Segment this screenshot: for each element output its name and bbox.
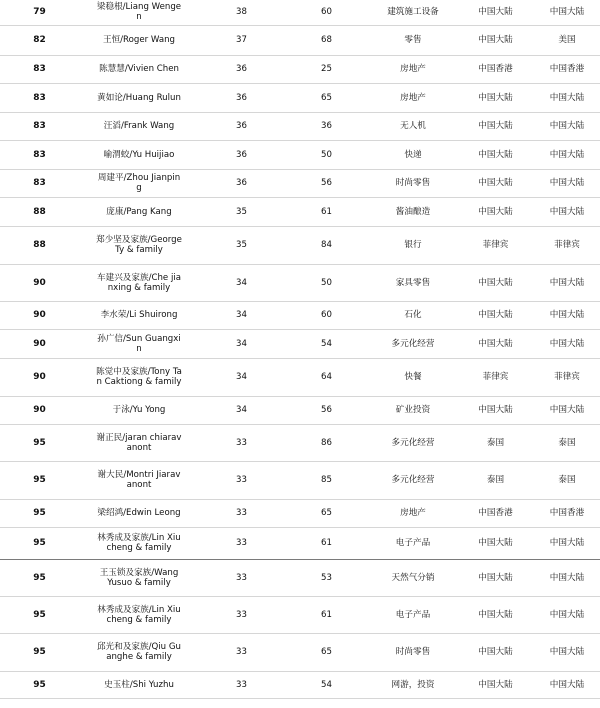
name-cell bbox=[79, 169, 199, 197]
wealth-cell: 50 bbox=[284, 264, 369, 301]
rank-cell: 90 bbox=[0, 301, 79, 329]
company-location-cell: 中国大陆 bbox=[457, 264, 534, 301]
table-row bbox=[0, 559, 600, 596]
wealth-cell: 60 bbox=[284, 0, 369, 25]
age-cell: 33 bbox=[199, 527, 284, 559]
rank-cell: 88 bbox=[0, 226, 79, 264]
table-row bbox=[0, 329, 600, 358]
name-cell bbox=[79, 559, 199, 596]
residence-cell: 菲律宾 bbox=[534, 226, 600, 264]
residence-cell: 中国大陆 bbox=[534, 264, 600, 301]
industry-cell: 电子产品 bbox=[369, 596, 457, 633]
industry-cell: 多元化经营 bbox=[369, 424, 457, 461]
age-cell: 36 bbox=[199, 55, 284, 83]
name-cell bbox=[79, 112, 199, 140]
industry-cell: 快餐 bbox=[369, 358, 457, 396]
wealth-cell: 61 bbox=[284, 197, 369, 226]
residence-cell: 中国香港 bbox=[534, 499, 600, 527]
rank-cell: 95 bbox=[0, 527, 79, 559]
age-cell: 33 bbox=[199, 461, 284, 499]
industry-cell: 无人机 bbox=[369, 112, 457, 140]
name-cell bbox=[79, 226, 199, 264]
wealth-cell: 85 bbox=[284, 461, 369, 499]
wealth-cell: 50 bbox=[284, 140, 369, 169]
industry-cell: 房地产 bbox=[369, 499, 457, 527]
name-text: 车建兴及家族/Che jianxing & family bbox=[97, 272, 181, 293]
age-cell: 36 bbox=[199, 83, 284, 112]
wealth-cell: 54 bbox=[284, 329, 369, 358]
age-cell: 36 bbox=[199, 169, 284, 197]
age-cell: 34 bbox=[199, 264, 284, 301]
name-cell bbox=[79, 633, 199, 671]
name-text: 梁稳根/Liang Wengen bbox=[96, 2, 182, 23]
age-cell: 33 bbox=[199, 596, 284, 633]
wealth-cell: 61 bbox=[284, 527, 369, 559]
name-text: 喻渭蛟/Yu Huijiao bbox=[103, 149, 175, 160]
table-row bbox=[0, 499, 600, 527]
industry-cell: 天然气分销 bbox=[369, 559, 457, 596]
rank-cell: 79 bbox=[0, 0, 79, 25]
company-location-cell: 菲律宾 bbox=[457, 358, 534, 396]
wealth-cell: 65 bbox=[284, 633, 369, 671]
industry-cell: 房地产 bbox=[369, 83, 457, 112]
table-row bbox=[0, 140, 600, 169]
age-cell: 37 bbox=[199, 25, 284, 55]
age-cell: 34 bbox=[199, 301, 284, 329]
name-text: 谢大民/Montri Jiaravanont bbox=[97, 470, 181, 490]
name-cell bbox=[79, 499, 199, 527]
wealth-cell: 56 bbox=[284, 396, 369, 424]
table-row bbox=[0, 83, 600, 112]
residence-cell: 中国大陆 bbox=[534, 329, 600, 358]
name-text: 史玉柱/Shi Yuzhu bbox=[104, 679, 174, 690]
wealth-cell: 25 bbox=[284, 55, 369, 83]
table-row bbox=[0, 596, 600, 633]
table-row bbox=[0, 169, 600, 197]
residence-cell: 中国大陆 bbox=[534, 396, 600, 424]
name-text: 林秀成及家族/Lin Xiucheng & family bbox=[97, 533, 181, 553]
age-cell: 35 bbox=[199, 197, 284, 226]
table-row bbox=[0, 527, 600, 559]
industry-cell: 建筑施工设备 bbox=[369, 0, 457, 25]
table-row bbox=[0, 671, 600, 698]
rank-cell: 88 bbox=[0, 197, 79, 226]
rank-cell: 95 bbox=[0, 499, 79, 527]
company-location-cell: 中国香港 bbox=[457, 55, 534, 83]
rank-cell: 95 bbox=[0, 671, 79, 698]
table-row bbox=[0, 461, 600, 499]
table-row bbox=[0, 197, 600, 226]
company-location-cell: 中国大陆 bbox=[457, 169, 534, 197]
industry-cell: 多元化经营 bbox=[369, 461, 457, 499]
rank-cell: 95 bbox=[0, 559, 79, 596]
industry-cell: 矿业投资 bbox=[369, 396, 457, 424]
rank-cell: 90 bbox=[0, 329, 79, 358]
name-text: 王玉锁及家族/Wang Yusuo & family bbox=[99, 567, 179, 588]
name-cell bbox=[79, 671, 199, 698]
name-cell bbox=[79, 461, 199, 499]
age-cell: 33 bbox=[199, 671, 284, 698]
industry-cell: 零售 bbox=[369, 25, 457, 55]
table-row bbox=[0, 112, 600, 140]
age-cell: 36 bbox=[199, 140, 284, 169]
age-cell: 33 bbox=[199, 499, 284, 527]
wealth-cell: 86 bbox=[284, 424, 369, 461]
wealth-cell: 53 bbox=[284, 559, 369, 596]
name-cell bbox=[79, 301, 199, 329]
industry-cell: 多元化经营 bbox=[369, 329, 457, 358]
residence-cell: 中国大陆 bbox=[534, 0, 600, 25]
company-location-cell: 中国大陆 bbox=[457, 112, 534, 140]
name-cell bbox=[79, 140, 199, 169]
industry-cell: 酱油酿造 bbox=[369, 197, 457, 226]
name-cell bbox=[79, 83, 199, 112]
residence-cell: 中国大陆 bbox=[534, 112, 600, 140]
rank-cell: 90 bbox=[0, 358, 79, 396]
residence-cell: 中国大陆 bbox=[534, 559, 600, 596]
rank-cell: 95 bbox=[0, 424, 79, 461]
name-text: 李水荣/Li Shuirong bbox=[100, 310, 178, 320]
wealth-cell: 56 bbox=[284, 169, 369, 197]
age-cell: 35 bbox=[199, 226, 284, 264]
company-location-cell: 中国大陆 bbox=[457, 25, 534, 55]
name-text: 于泳/Yu Yong bbox=[112, 405, 166, 415]
wealth-cell: 68 bbox=[284, 25, 369, 55]
age-cell: 36 bbox=[199, 112, 284, 140]
company-location-cell: 中国大陆 bbox=[457, 396, 534, 424]
age-cell: 34 bbox=[199, 358, 284, 396]
age-cell: 33 bbox=[199, 559, 284, 596]
table-row bbox=[0, 424, 600, 461]
name-text: 邱光和及家族/Qiu Guanghe & family bbox=[97, 642, 181, 662]
name-cell bbox=[79, 25, 199, 55]
industry-cell: 时尚零售 bbox=[369, 169, 457, 197]
company-location-cell: 中国大陆 bbox=[457, 671, 534, 698]
rank-cell: 82 bbox=[0, 25, 79, 55]
name-text: 陈慧慧/Vivien Chen bbox=[99, 64, 179, 74]
name-text: 孙广信/Sun Guangxin bbox=[97, 333, 181, 354]
residence-cell: 泰国 bbox=[534, 424, 600, 461]
residence-cell: 中国大陆 bbox=[534, 596, 600, 633]
company-location-cell: 中国大陆 bbox=[457, 329, 534, 358]
age-cell: 38 bbox=[199, 0, 284, 25]
rank-cell: 90 bbox=[0, 396, 79, 424]
company-location-cell: 中国大陆 bbox=[457, 301, 534, 329]
name-cell bbox=[79, 264, 199, 301]
industry-cell: 电子产品 bbox=[369, 527, 457, 559]
table-row bbox=[0, 633, 600, 671]
company-location-cell: 中国大陆 bbox=[457, 527, 534, 559]
wealth-cell: 36 bbox=[284, 112, 369, 140]
wealth-cell: 65 bbox=[284, 83, 369, 112]
wealth-cell: 84 bbox=[284, 226, 369, 264]
name-text: 王恒/Roger Wang bbox=[102, 35, 176, 45]
industry-cell: 时尚零售 bbox=[369, 633, 457, 671]
wealth-cell: 60 bbox=[284, 301, 369, 329]
age-cell: 34 bbox=[199, 396, 284, 424]
name-cell bbox=[79, 358, 199, 396]
company-location-cell: 中国大陆 bbox=[457, 633, 534, 671]
table-row bbox=[0, 264, 600, 301]
table-row bbox=[0, 396, 600, 424]
rank-cell: 83 bbox=[0, 112, 79, 140]
residence-cell: 中国大陆 bbox=[534, 527, 600, 559]
rank-cell: 95 bbox=[0, 633, 79, 671]
residence-cell: 中国大陆 bbox=[534, 671, 600, 698]
rank-cell: 90 bbox=[0, 264, 79, 301]
name-cell bbox=[79, 55, 199, 83]
industry-cell: 石化 bbox=[369, 301, 457, 329]
rank-cell: 83 bbox=[0, 55, 79, 83]
rank-cell: 83 bbox=[0, 140, 79, 169]
industry-cell: 快递 bbox=[369, 140, 457, 169]
age-cell: 33 bbox=[199, 424, 284, 461]
name-cell bbox=[79, 424, 199, 461]
company-location-cell: 菲律宾 bbox=[457, 226, 534, 264]
table-row bbox=[0, 226, 600, 264]
name-text: 陈觉中及家族/Tony Tan Caktiong & family bbox=[96, 367, 182, 387]
wealth-cell: 54 bbox=[284, 671, 369, 698]
table-row bbox=[0, 358, 600, 396]
company-location-cell: 中国大陆 bbox=[457, 197, 534, 226]
name-text: 谢正民/jaran chiaravanont bbox=[96, 432, 182, 453]
name-cell bbox=[79, 197, 199, 226]
table-row bbox=[0, 25, 600, 55]
name-text: 郑少坚及家族/George Ty & family bbox=[96, 235, 182, 255]
residence-cell: 中国大陆 bbox=[534, 140, 600, 169]
name-cell bbox=[79, 527, 199, 559]
age-cell: 33 bbox=[199, 633, 284, 671]
rank-cell: 95 bbox=[0, 461, 79, 499]
residence-cell: 中国大陆 bbox=[534, 83, 600, 112]
company-location-cell: 中国大陆 bbox=[457, 140, 534, 169]
residence-cell: 中国大陆 bbox=[534, 169, 600, 197]
name-text: 周建平/Zhou Jianping bbox=[97, 173, 181, 193]
industry-cell: 网游，投资 bbox=[369, 671, 457, 698]
company-location-cell: 中国大陆 bbox=[457, 596, 534, 633]
wealth-cell: 64 bbox=[284, 358, 369, 396]
company-location-cell: 中国大陆 bbox=[457, 83, 534, 112]
name-text: 梁绍鸿/Edwin Leong bbox=[97, 508, 181, 518]
industry-cell: 家具零售 bbox=[369, 264, 457, 301]
company-location-cell: 泰国 bbox=[457, 424, 534, 461]
residence-cell: 中国香港 bbox=[534, 55, 600, 83]
residence-cell: 美国 bbox=[534, 25, 600, 55]
company-location-cell: 中国大陆 bbox=[457, 559, 534, 596]
wealth-cell: 61 bbox=[284, 596, 369, 633]
industry-cell: 银行 bbox=[369, 226, 457, 264]
company-location-cell: 中国香港 bbox=[457, 499, 534, 527]
name-text: 汪滔/Frank Wang bbox=[103, 121, 175, 131]
name-text: 林秀成及家族/Lin Xiucheng & family bbox=[97, 604, 181, 625]
name-cell bbox=[79, 329, 199, 358]
name-cell bbox=[79, 396, 199, 424]
table-row bbox=[0, 0, 600, 25]
rank-cell: 83 bbox=[0, 169, 79, 197]
rank-cell: 95 bbox=[0, 596, 79, 633]
rank-cell: 83 bbox=[0, 83, 79, 112]
table-row bbox=[0, 301, 600, 329]
table-row bbox=[0, 55, 600, 83]
residence-cell: 中国大陆 bbox=[534, 197, 600, 226]
residence-cell: 菲律宾 bbox=[534, 358, 600, 396]
name-cell bbox=[79, 0, 199, 25]
residence-cell: 中国大陆 bbox=[534, 301, 600, 329]
residence-cell: 中国大陆 bbox=[534, 633, 600, 671]
industry-cell: 房地产 bbox=[369, 55, 457, 83]
residence-cell: 泰国 bbox=[534, 461, 600, 499]
age-cell: 34 bbox=[199, 329, 284, 358]
company-location-cell: 中国大陆 bbox=[457, 0, 534, 25]
wealth-cell: 65 bbox=[284, 499, 369, 527]
company-location-cell: 泰国 bbox=[457, 461, 534, 499]
name-text: 黄如论/Huang Rulun bbox=[97, 92, 181, 103]
name-text: 庞康/Pang Kang bbox=[106, 206, 172, 217]
name-cell bbox=[79, 596, 199, 633]
